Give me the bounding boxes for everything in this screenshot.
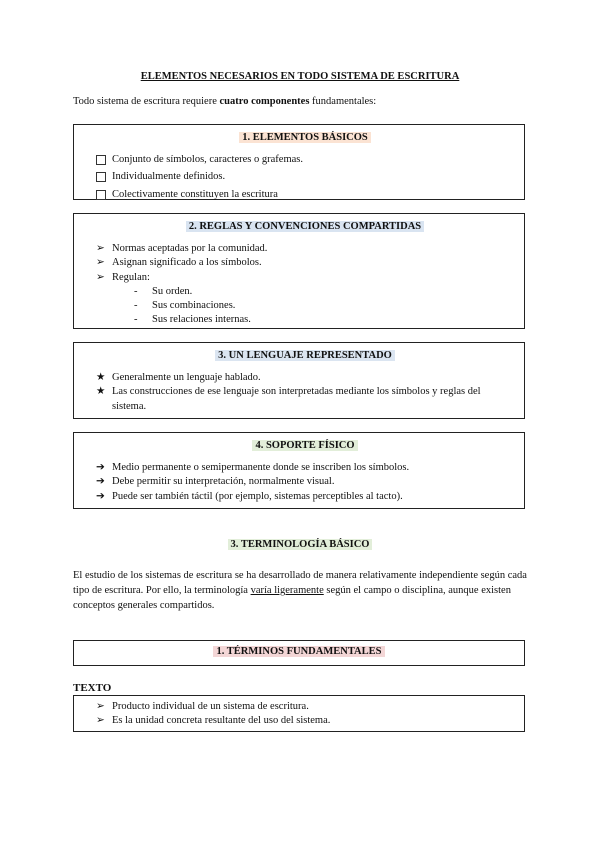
checkbox-icon [96, 190, 106, 200]
checkbox-icon [96, 155, 106, 165]
intro-text-start: Todo sistema de escritura requiere [73, 96, 220, 107]
list-item [96, 371, 514, 385]
list-item [96, 461, 514, 475]
box-reglas-convenciones [73, 213, 525, 329]
dash-icon: - [134, 285, 138, 297]
list-item-text: Las construcciones de ese lenguaje son interpretadas mediante los símbolos y reglas del sistema. [112, 386, 481, 412]
box-heading [96, 220, 514, 234]
heading-text: 4. SOPORTE FÍSICO [252, 440, 357, 451]
para-text-end: según el campo o disciplina, aunque existen conceptos generales compartidos. [73, 585, 511, 612]
box-heading [84, 645, 514, 659]
star-icon: ★ [96, 372, 106, 384]
list-item [96, 490, 514, 504]
list-item [96, 475, 514, 489]
sub-item-text: Sus combinaciones. [152, 299, 236, 311]
sub-item-text: Su orden. [152, 285, 193, 297]
texto-label: TEXTO [73, 682, 112, 694]
checkbox-icon [96, 172, 106, 182]
list-item-text: Normas aceptadas por la comunidad. [112, 243, 268, 255]
arrow-right-icon: ➔ [96, 476, 105, 488]
list-item [96, 385, 514, 413]
box-heading [96, 131, 514, 145]
star-icon: ★ [96, 386, 106, 398]
sub-list-item [134, 285, 514, 299]
section-paragraph [73, 568, 528, 614]
list-item [96, 256, 514, 270]
list-item-text: Producto individual de un sistema de escritura. [112, 701, 309, 712]
box-soporte-fisico [73, 432, 525, 509]
para-underlined-text: varía ligeramente [250, 585, 324, 597]
section-title-text: 3. TERMINOLOGÍA BÁSICO [228, 539, 373, 550]
box-terminos-fundamentales [73, 640, 525, 666]
box-elementos-basicos [73, 124, 525, 200]
para-text-start: El estudio de los sistemas de escritura se ha desarrollado de manera relativamente independiente según cada tipo de escritura. Por ello, la terminología [73, 570, 527, 597]
sub-item-text: Sus relaciones internas. [152, 314, 251, 326]
list-item-text: Debe permitir su interpretación, normalmente visual. [112, 476, 335, 488]
sub-list-item [134, 299, 514, 313]
intro-paragraph [73, 95, 533, 109]
list-item [96, 188, 514, 205]
list-item-text: Medio permanente o semipermanente donde se inscriben los símbolos. [112, 462, 410, 474]
heading-text: 2. REGLAS Y CONVENCIONES COMPARTIDAS [186, 221, 424, 232]
intro-bold: cuatro componentes [219, 96, 310, 107]
list-item [96, 153, 514, 170]
arrowhead-icon: ➢ [96, 257, 105, 269]
list-item-text: Regulan: [112, 271, 150, 283]
list-item-text: Colectivamente constituyen la escritura [112, 188, 278, 200]
list-item-text: Conjunto de símbolos, caracteres o grafemas. [112, 154, 303, 166]
list-item-text: Generalmente un lenguaje hablado. [112, 372, 261, 384]
arrowhead-icon: ➢ [96, 243, 105, 255]
intro-text-end: fundamentales: [309, 96, 377, 107]
dash-icon: - [134, 314, 138, 326]
arrow-right-icon: ➔ [96, 490, 105, 502]
heading-text: 1. ELEMENTOS BÁSICOS [239, 132, 371, 143]
list-item [96, 700, 514, 714]
list-item-text: Puede ser también táctil (por ejemplo, sistemas perceptibles al tacto). [112, 490, 403, 502]
list-item-text: Asignan significado a los símbolos. [112, 257, 262, 269]
heading-text: 3. UN LENGUAJE REPRESENTADO [215, 350, 395, 361]
arrowhead-icon: ➢ [96, 715, 105, 727]
sub-list-item [134, 313, 514, 327]
arrowhead-icon: ➢ [96, 271, 105, 283]
heading-text: 1. TÉRMINOS FUNDAMENTALES [213, 646, 384, 657]
list-item [96, 714, 514, 728]
document-title: ELEMENTOS NECESARIOS EN TODO SISTEMA DE ESCRITURA [140, 71, 460, 82]
list-item-text: Individualmente definidos. [112, 171, 226, 183]
box-texto [73, 695, 525, 732]
list-item [96, 170, 514, 187]
list-item [96, 271, 514, 285]
list-item [96, 242, 514, 256]
box-heading [96, 439, 514, 453]
arrowhead-icon: ➢ [96, 701, 105, 712]
box-heading [96, 349, 514, 363]
dash-icon: - [134, 299, 138, 311]
arrow-right-icon: ➔ [96, 462, 105, 474]
section-title [0, 538, 600, 552]
list-item-text: Es la unidad concreta resultante del uso del sistema. [112, 715, 331, 727]
box-lenguaje-representado [73, 342, 525, 419]
